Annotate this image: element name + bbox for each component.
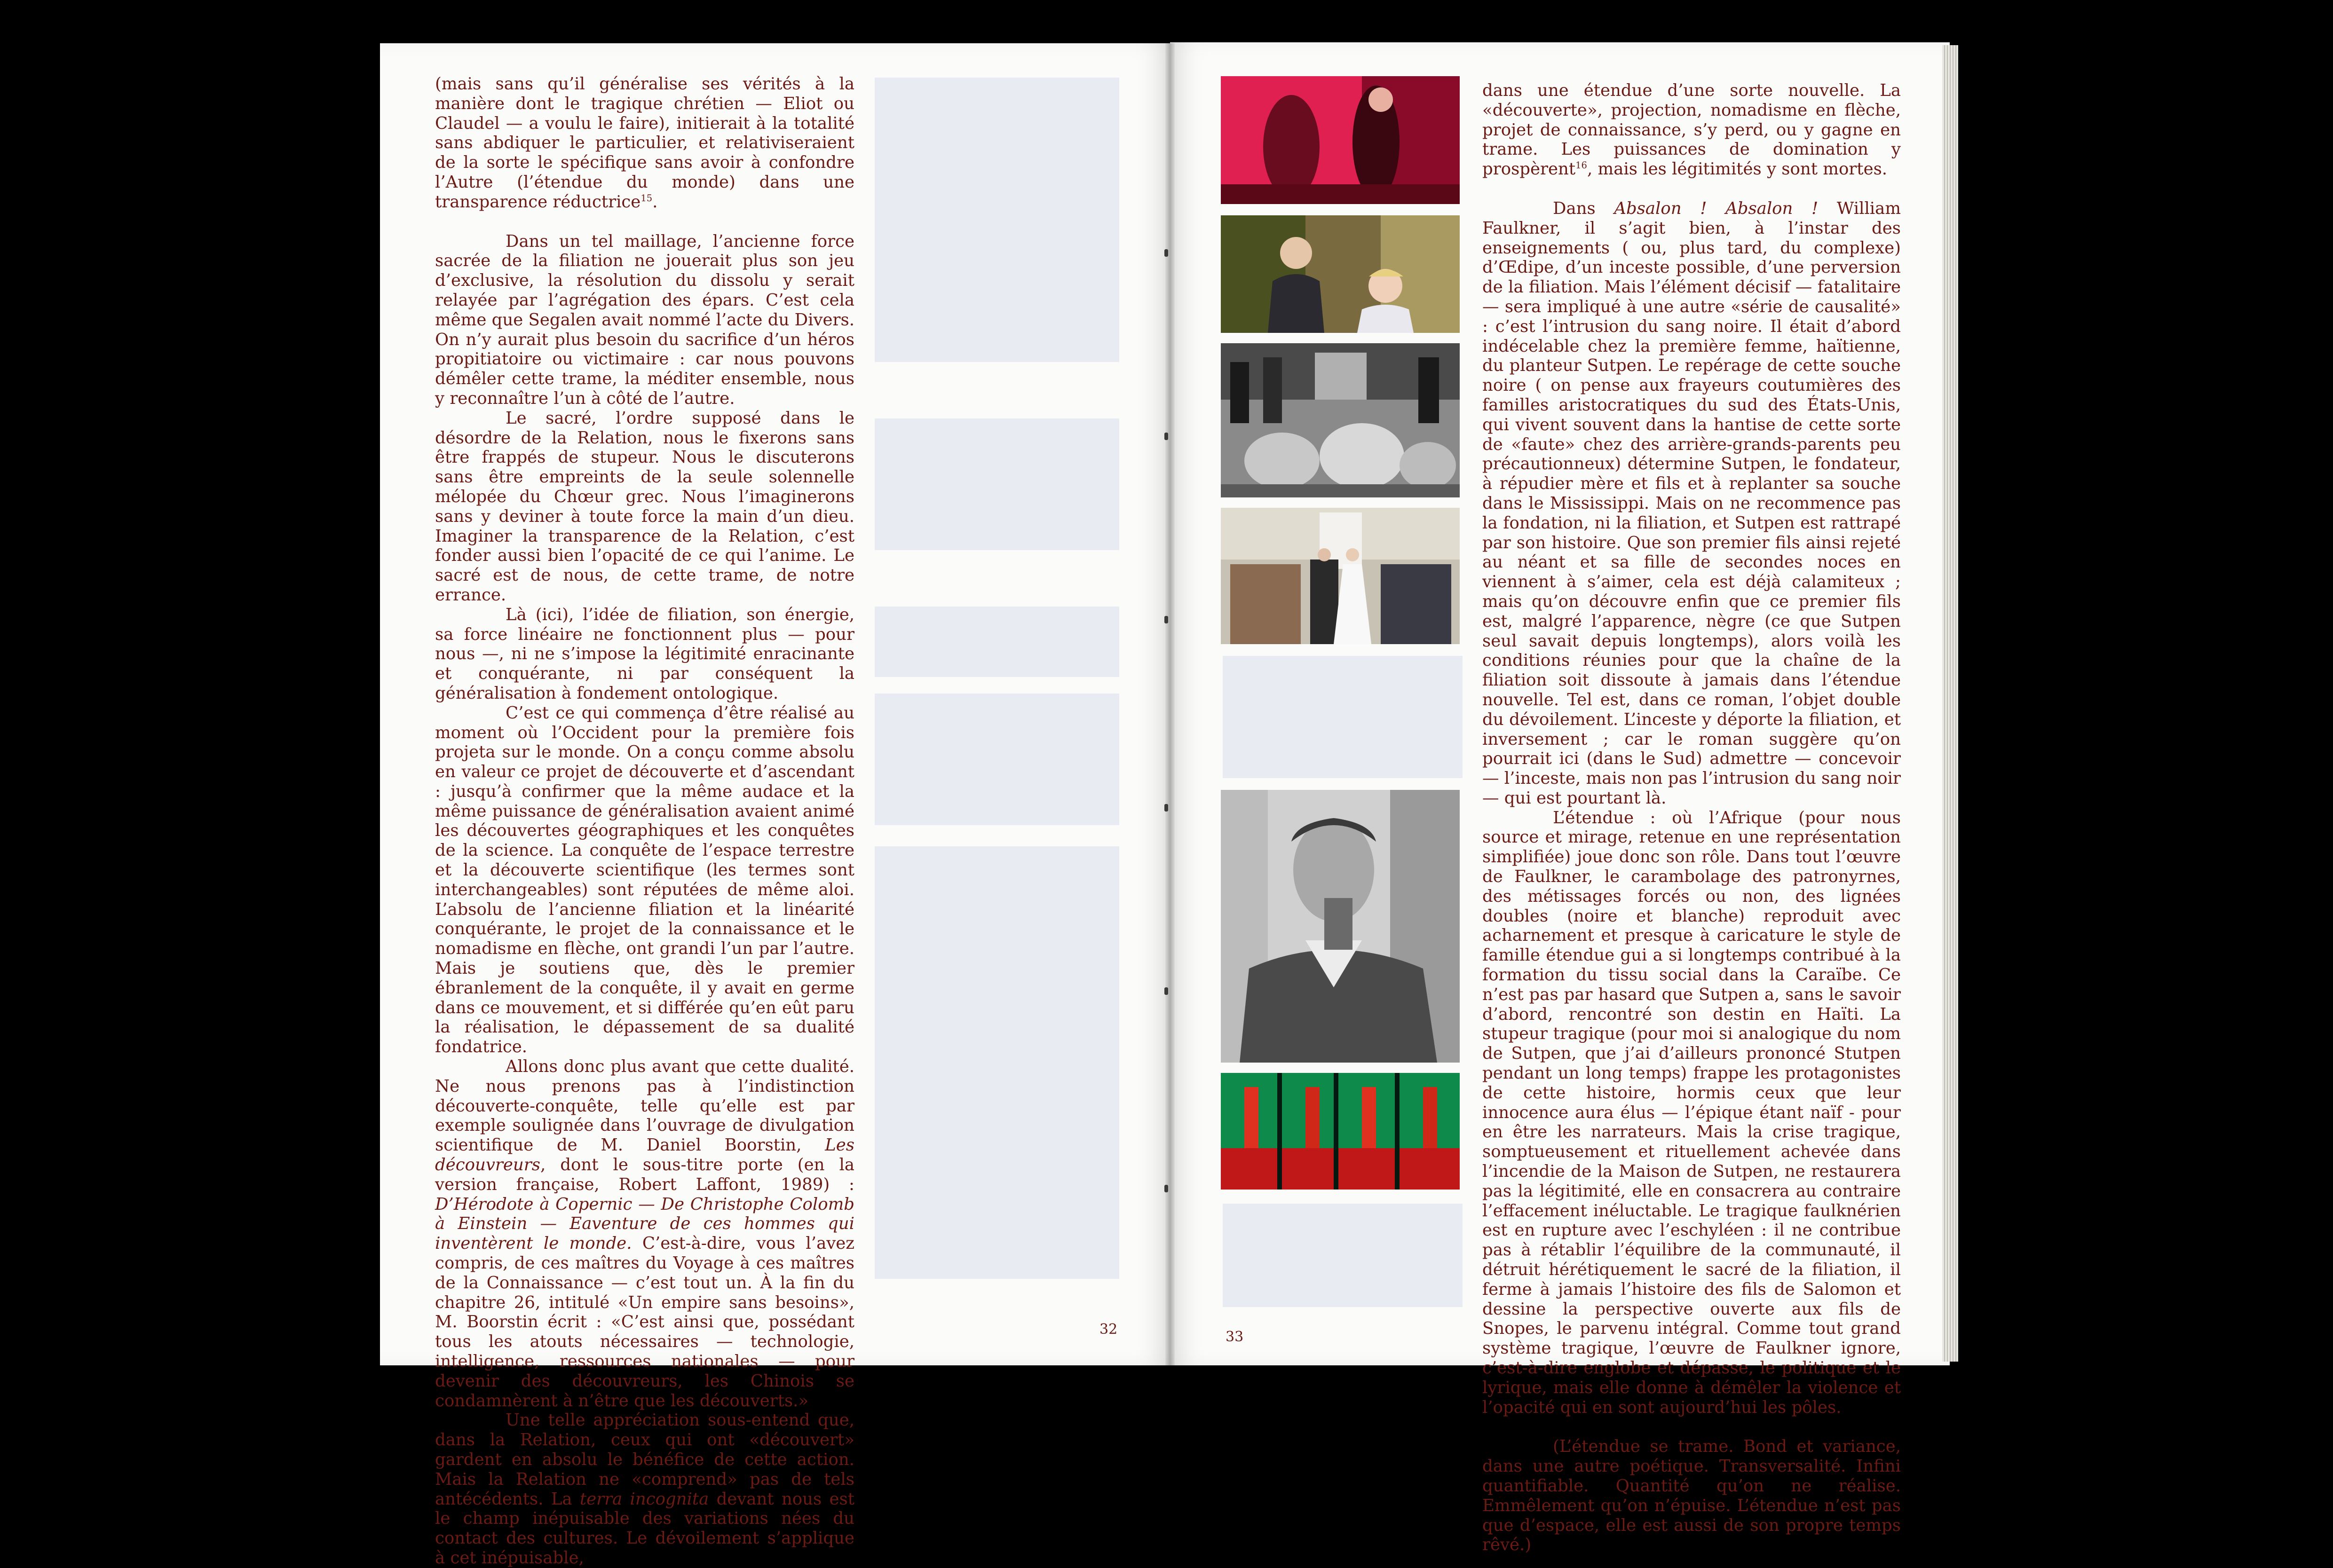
show-through-block [875,846,1119,1279]
show-through-block [1223,656,1463,778]
photo-red-scene [1221,76,1460,204]
photo-wedding [1221,508,1460,644]
photo-couple [1221,215,1460,333]
paragraph: Là (ici), l’idée de filiation, son énergie, sa force linéaire ne fonctionnent plus — pour nous —, ni ne s’impose la légitimité enracinante et conquérante, ni par conséquent la généralisation à fondement ontologique. [435,605,854,703]
binding-stitch [1164,804,1168,812]
binding-stitch [1164,249,1168,257]
page-number: 33 [1226,1329,1244,1345]
paragraph: Allons donc plus avant que cette dualité. Ne nous prenons pas à l’indistinction découverte-conquête, telle qu’elle est par exemple soulignée dans l’ouvrage de divulgation scientifique de M. Daniel Boorstin, Les découvreurs, dont le sous-titre porte (en la version française, Robert Laffont, 1989) : D’Hérodote à Copernic — De Christophe Colomb à Einstein — Eaventure de ces hommes qui inventèrent le monde. C’est-à-dire, vous l’avez compris, de ces maîtres du Voyage à ces maîtres de la Connaissance — c’est tout un. À la fin du chapitre 26, intitulé «Un empire sans besoins», M. Boorstin écrit : «C’est ainsi que, possédant tous les atouts nécessaires — technologie, intelligence, ressources nationales — pour devenir des découvreurs, les Chinois se condamnèrent à n’être que les découverts.» [435,1057,854,1410]
show-through-block [875,693,1119,825]
paragraph: L’étendue : où l’Afrique (pour nous source et mirage, retenue en une représentation simplifiée) joue donc son rôle. Dans tout l’œuvre de Faulkner, le carambolage des patronyrnes, des métissages forcés ou non, des lignées doubles (noire et blanche) reproduit avec acharnement et presque à caricature le style de famille étendue gui a si longtemps contribué à la formation du tissu social dans la Caraïbe. Ce n’est pas par hasard que Sutpen a, sans le savoir d’abord, rencontré son destin en Haïti. La stupeur tragique (pour moi si analogique du nom de Sutpen, que j’ai d’ailleurs prononcé Stutpen pendant un long temps) frappe les protagonistes de cette histoire, hormis ceux que leur innocence aura élus — l’épique étant naïf - pour en être les narrateurs. Mais la crise tragique, somptueusement et rituellement achevée dans l’incendie de la Maison de Sutpen, ne restaurera pas la légitimité, elle en consacrera au contraire l’effacement inéluctable. Le tragique faulknérien est en rupture avec l’eschyléen : il ne contribue pas à rétablir l’équilibre de la communauté, il détruit hérétiquement le sacré de la filiation, il ferme à jamais l’histoire des fils de Salomon et dessine la perspective ouverte aux fils de Snopes, le parvenu intégral. Comme tout grand système tragique, l’œuvre de Faulkner ignore, c’est-à-dire englobe et dépasse, le politique et le lyrique, mais elle donne à démêler la violence et l’opacité qui en sont aujourd’hui les pôles. [1482,808,1901,1417]
footnote-ref[interactable]: 15 [641,192,653,204]
right-text-column [1482,81,1901,1555]
paragraph: Dans un tel maillage, l’ancienne force sacrée de la filiation ne jouerait plus son jeu d’exclusive, la résolution du dissolu y serait relayée par l’agrégation des épars. C’est cela même que Segalen avait nommé l’acte du Divers. On n’y aurait plus besoin du sacrifice d’un héros propitiatoire ou victimaire : car nous pouvons démêler cette trame, la méditer ensemble, nous y reconnaître l’un à côté de l’autre. [435,231,854,408]
photo-green-stage [1221,1073,1460,1190]
paragraph: dans une étendue d’une sorte nouvelle. La «découverte», projection, nomadisme en flèche, projet de connaissance, s’y perd, ou y gagne en trame. Les puissances de domination y prospèrent$^{16}$, mais les légitimités y sont mortes. [1482,81,1901,179]
paragraph: Le sacré, l’ordre supposé dans le désordre de la Relation, nous le fixerons sans être frappés de stupeur. Nous le discuterons sans être empreints de la seule solennelle mélopée du Chœur grec. Nous l’imaginerons sans y deviner à toute force la main d’un dieu. Imaginer la transparence de la Relation, c’est fonder aussi bien l’opacité de ce qui l’anime. Le sacré est de nous, de cette trame, de notre errance. [435,408,854,605]
show-through-block [875,78,1119,362]
binding-stitch [1164,433,1168,440]
book-spine [1165,43,1175,1365]
paragraph: (L’étendue se trame. Bond et variance, dans une autre poétique. Transversalité. Infini quantifiable. Quantité qu’on ne réalise. Emmêlement qu’on n’épuise. L’étendue n’est pas que d’espace, elle est aussi de son propre temps rêvé.) [1482,1437,1901,1555]
page-edges [1942,45,1958,1362]
show-through-block [875,418,1119,550]
paragraph: (mais sans qu’il généralise ses vérités à la manière dont le tragique chrétien — Eliot ou Claudel — a voulu le faire), initierait à la totalité sans abdiquer le particulier, et relativiseraient de la sorte le spécifique sans avoir à confondre l’Autre (l’étendue du monde) dans une transparence réductrice$^{15}$. [435,74,854,212]
footnote-ref[interactable]: 16 [1575,160,1587,171]
photo-faulkner-portrait [1221,790,1460,1063]
paragraph: Dans Absalon ! Absalon ! William Faulkner, il s’agit bien, à l’instar des enseignements ( ou, plus tard, du complexe) d’Œdipe, d’un inceste possible, d’une perversion de la filiation. Mais l’élément décisif — fatalitaire — sera impliqué à une autre «série de causalité» : c’est l’intrusion du sang noire. Il était d’abord indécelable chez la première femme, haïtienne, du planteur Sutpen. Le repérage de cette souche noire ( on pense aux frayeurs coutumières des familles aristocratiques du sud des États-Unis, qui vivent souvent dans la hantise de cette sorte de «faute» chez des arrière-grands-parents peu précautionneux) détermine Sutpen, le fondateur, à répudier mère et fils et à replanter sa souche dans le Mississippi. Mais on ne recommence pas la fondation, ni la filiation, et Sutpen est rattrapé par son histoire. Que son premier fils ainsi rejeté au néant et sa fille de secondes noces en viennent à s’aimer, cela est déjà calamiteux ; mais qu’on découvre enfin que ce premier fils est, malgré l’apparence, nègre (ce que Sutpen seul savait depuis longtemps), alors voilà les conditions réunies pour que la chaîne de la filiation soit dissoute à jamais dans l’étendue nouvelle. Tel est, dans ce roman, l’objet double du dévoilement. L’inceste y déporte la filiation, et inversement ; car le roman suggère qu’on pourrait ici (dans le Sud) admettre — concevoir — l’inceste, mais non pas l’intrusion du sang noir — qui est pourtant là. [1482,198,1901,808]
binding-stitch [1164,616,1168,623]
paragraph: Une telle appréciation sous-entend que, dans la Relation, ceux qui ont «découvert» gardent en absolu le bénéfice de cette action. Mais la Relation ne «comprend» pas de tels antécédents. La terra incognita devant nous est le champ inépuisable des variations nées du contact des cultures. Le dévoilement s’applique à cet inépuisable, [435,1410,854,1568]
paragraph: C’est ce qui commença d’être réalisé au moment où l’Occident pour la première fois projeta sur le monde. On a conçu comme absolu en valeur ce projet de découverte et d’ascendant : jusqu’à confirmer que la même audace et la même puissance de généralisation avaient animé les découvertes géographiques et les conquêtes de la science. La conquête de l’espace terrestre et la découverte scientifique (les termes sont interchangeables) sont réputées de même aloi. L’absolu de l’ancienne filiation et la linéarité conquérante, le projet de la connaissance et le nomadisme en flèche, ont grandi l’un par l’autre. Mais je soutiens que, dès le premier ébranlement de la conquête, il y avait en germe dans ce mouvement, et si différée qu’en eût paru la réalisation, le dépassement de sa dualité fondatrice. [435,703,854,1057]
show-through-block [1223,1204,1463,1307]
binding-stitch [1164,987,1168,995]
photo-bw-crowd [1221,343,1460,497]
show-through-block [875,607,1119,677]
left-text-column [435,74,854,1568]
page-number: 32 [1099,1321,1118,1338]
binding-stitch [1164,1185,1168,1192]
